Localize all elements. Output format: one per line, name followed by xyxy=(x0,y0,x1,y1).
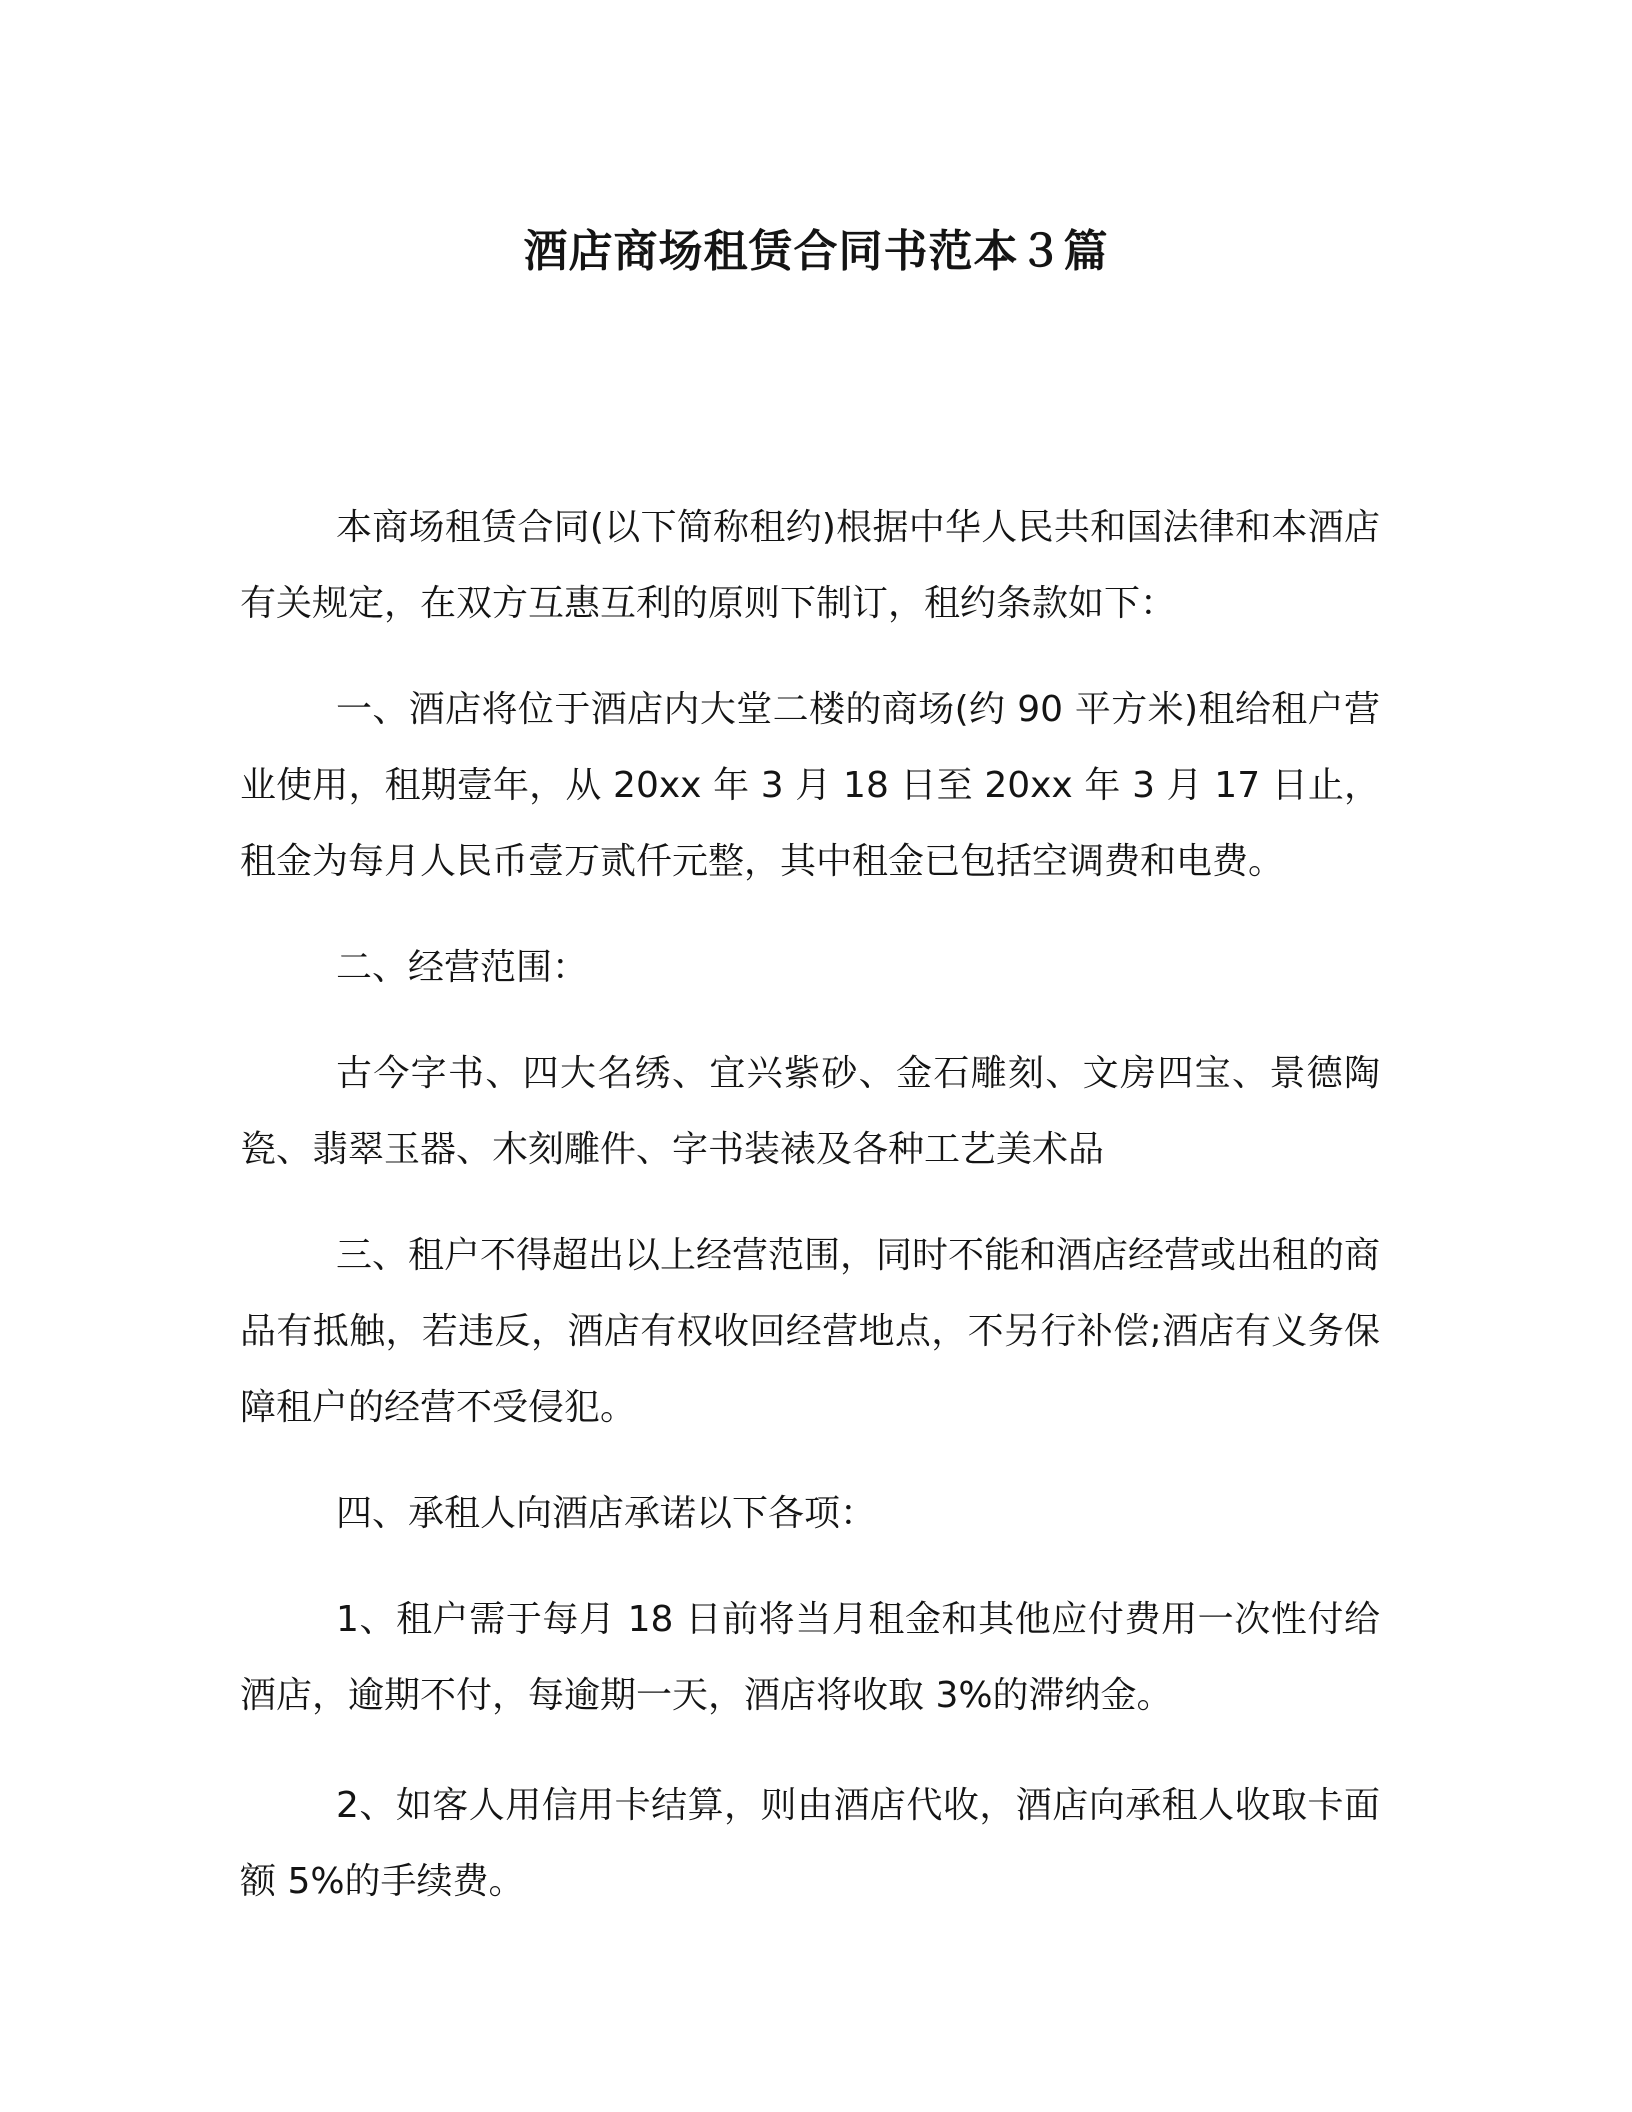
clause-4-item-2: 2、如客人用信用卡结算，则由酒店代收，酒店向承租人收取卡面额 5%的手续费。 xyxy=(240,1785,1380,1902)
document-body xyxy=(240,490,1380,1954)
clause-2-heading: 二、经营范围： xyxy=(336,947,589,988)
clause-4-heading: 四、承租人向酒店承诺以下各项： xyxy=(336,1493,877,1534)
clause-1-paragraph: 一、酒店将位于酒店内大堂二楼的商场(约 90 平方米)租给租户营业使用，租期壹年，从 20xx 年 3 月 18 日至 20xx 年 3 月 17 日止，租金为每月人民币壹万贰仟元整，其中租金已包括空调费和电费。 xyxy=(240,689,1380,882)
business-scope-paragraph: 古今字书、四大名绣、宜兴紫砂、金石雕刻、文房四宝、景德陶瓷、翡翠玉器、木刻雕件、字书装裱及各种工艺美术品 xyxy=(240,1053,1380,1170)
clause-4-item-1: 1、租户需于每月 18 日前将当月租金和其他应付费用一次性付给酒店，逾期不付，每逾期一天，酒店将收取 3%的滞纳金。 xyxy=(240,1599,1380,1716)
clause-3-paragraph: 三、租户不得超出以上经营范围，同时不能和酒店经营或出租的商品有抵触，若违反，酒店有权收回经营地点，不另行补偿;酒店有义务保障租户的经营不受侵犯。 xyxy=(240,1235,1381,1428)
intro-paragraph: 本商场租赁合同(以下简称租约)根据中华人民共和国法律和本酒店有关规定，在双方互惠互利的原则下制订，租约条款如下： xyxy=(240,507,1380,624)
document-title: 酒店商场租赁合同书范本３篇 xyxy=(523,226,1109,277)
